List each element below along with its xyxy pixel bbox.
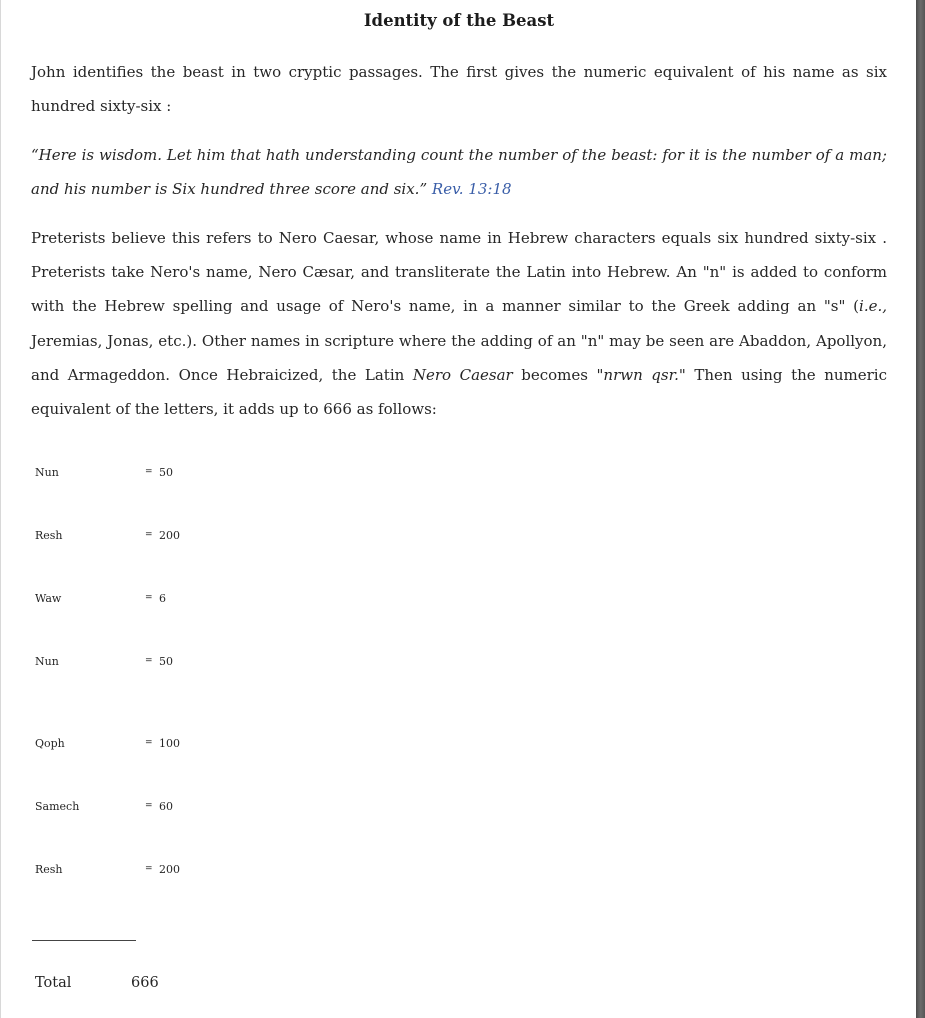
letter-name: Qoph (35, 737, 65, 750)
letter-row (35, 466, 335, 486)
page-title: Identity of the Beast (363, 11, 555, 30)
nero-caesar-term: Nero Caesar (412, 365, 513, 384)
para-part-4: Then using the numeric equivalent of the letters, it adds up to 666 as follows: (31, 365, 887, 419)
letter-value: 60 (159, 800, 173, 813)
viewer-edge (916, 0, 925, 1018)
letter-value: 50 (159, 466, 173, 479)
letter-name: Resh (35, 529, 63, 542)
sum-divider (32, 940, 136, 941)
para-part-1: Preterists believe this refers to Nero Caesar, whose name in Hebrew characters equals six hundred sixty-six . Preterists take Nero's name, Nero Cæsar, and transliterate the Latin into Hebrew. An "n" is added to conform with the Hebrew spelling and usage of Nero's name, in a manner similar to the Greek adding an "s" ( (31, 229, 887, 316)
letter-row (35, 529, 335, 549)
scripture-quote (31, 138, 887, 206)
equals-sign: = (145, 530, 153, 540)
letter-value: 200 (159, 863, 180, 876)
quote-text: “Here is wisdom. Let him that hath understanding count the number of the beast: for it is the number of a man; and his number is Six hundred three score and six.” (31, 146, 887, 199)
letter-value: 6 (159, 592, 166, 605)
letter-name: Waw (35, 592, 62, 605)
equals-sign: = (145, 864, 153, 874)
letter-row (35, 863, 335, 883)
nrwn-qsr-term: "nrwn qsr." (596, 365, 686, 384)
preterist-paragraph (31, 221, 887, 426)
letter-row (35, 800, 335, 820)
letter-row (35, 592, 335, 612)
total-label: Total (35, 975, 72, 991)
letter-name: Nun (35, 655, 59, 668)
letter-row (35, 655, 335, 675)
letter-name: Resh (35, 863, 63, 876)
para-part-3: becomes (512, 365, 597, 384)
equals-sign: = (145, 656, 153, 666)
letter-name: Samech (35, 800, 80, 813)
intro-paragraph: John identifies the beast in two cryptic passages. The first gives the numeric equivalent of his name as six hundred sixty-six : (31, 63, 887, 116)
para-part-2: Jeremias, Jonas, etc.). Other names in scripture where the adding of an "n" may be seen are Abaddon, Apollyon, and Armageddon. Once Hebraicized, the Latin (31, 331, 887, 384)
equals-sign: = (145, 738, 153, 748)
equals-sign: = (145, 467, 153, 477)
total-value: 666 (131, 975, 159, 991)
letter-value: 100 (159, 737, 180, 750)
equals-sign: = (145, 593, 153, 603)
equals-sign: = (145, 801, 153, 811)
letter-value: 50 (159, 655, 173, 668)
letter-row (35, 737, 335, 757)
verse-reference-link[interactable]: Rev. 13:18 (431, 180, 512, 199)
letter-value: 200 (159, 529, 180, 542)
ie-abbrev: i.e., (859, 297, 887, 316)
letter-name: Nun (35, 466, 59, 479)
